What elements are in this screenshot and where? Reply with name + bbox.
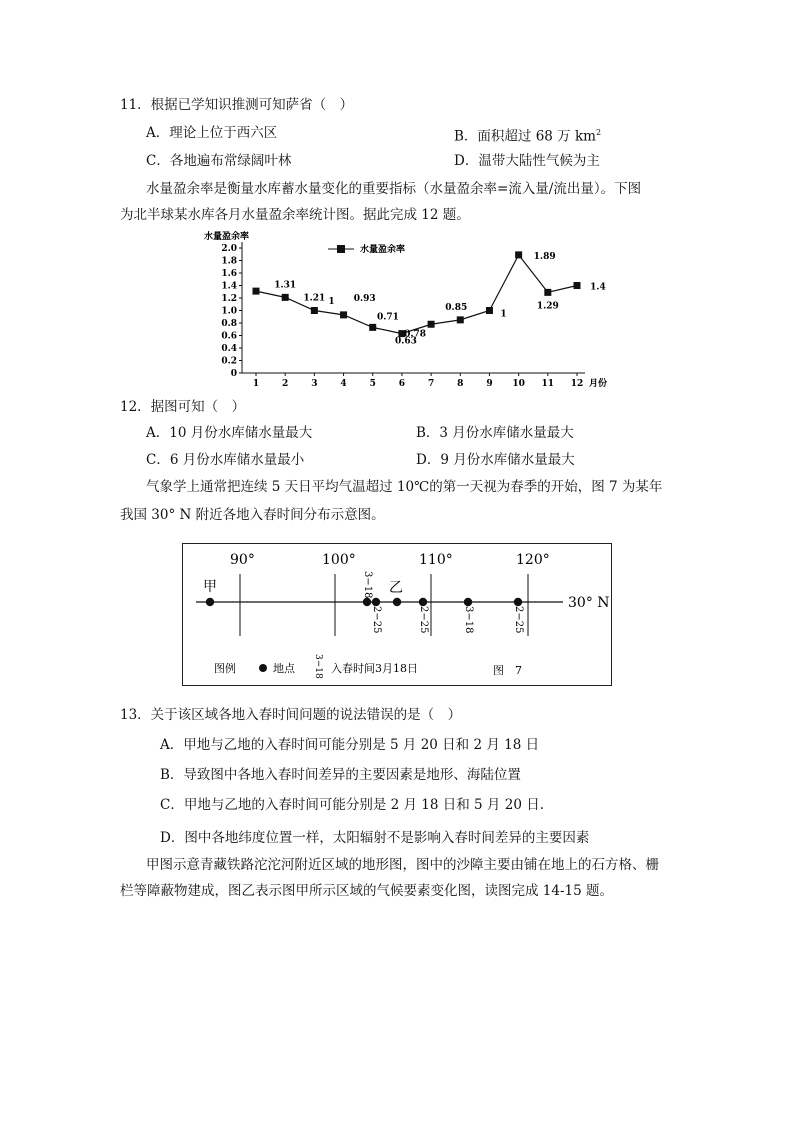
point-225-c — [514, 598, 522, 606]
q11-option-a: A．理论上位于西六区 — [146, 125, 278, 141]
legend-title: 图例 — [214, 662, 236, 675]
data-label: 1.21 — [303, 293, 326, 304]
legend-label: 水量盈余率 — [360, 245, 406, 255]
data-point — [282, 294, 289, 301]
q12-stem: 12．据图可知（ ） — [120, 399, 246, 415]
intro13-line2: 我国 30° N 附近各地入春时间分布示意图。 — [120, 507, 385, 523]
x-tick-label: 2 — [282, 379, 289, 388]
data-label: 0.63 — [394, 336, 417, 347]
data-point — [486, 307, 493, 314]
data-point — [457, 316, 464, 323]
point-225-a — [372, 598, 380, 606]
y-tick-label: 0 — [230, 369, 237, 379]
x-tick-label: 7 — [427, 379, 435, 388]
q11-option-d: D．温带大陆性气候为主 — [454, 153, 600, 169]
date-318-b: 3−18 — [463, 606, 474, 634]
lon-110-label: 110° — [419, 552, 453, 568]
q13-option-d: D．图中各地纬度位置一样，太阳辐射不是影响入春时间差异的主要因素 — [160, 830, 590, 846]
q13-option-a: A．甲地与乙地的入春时间可能分别是 5 月 20 日和 2 月 18 日 — [160, 737, 540, 753]
data-point — [253, 288, 260, 295]
x-axis-label: 月份 — [589, 379, 608, 388]
x-tick-label: 4 — [340, 379, 347, 388]
x-tick-label: 1 — [252, 379, 260, 388]
data-point — [574, 282, 581, 289]
data-point — [369, 324, 376, 331]
x-tick-label: 8 — [457, 379, 464, 388]
jia-label: 甲 — [203, 579, 217, 595]
legend-marker — [337, 245, 345, 253]
intro13-line1: 气象学上通常把连续 5 天日平均气温超过 10℃的第一天视为春季的开始，图 7 为某年 — [146, 479, 663, 495]
data-label: 1.4 — [590, 282, 606, 293]
y-tick-label: 1.6 — [221, 269, 237, 279]
q11-stem: 11．根据已学知识推测可知萨省（ ） — [120, 97, 354, 113]
x-tick-label: 5 — [369, 379, 376, 388]
intro14-line1: 甲图示意青藏铁路沱沱河附近区域的地形图，图中的沙障主要由铺在地上的石方格、栅 — [146, 857, 659, 873]
point-225-b — [419, 598, 427, 606]
figure-7-map — [183, 544, 613, 687]
date-225-a: 2−25 — [371, 606, 382, 634]
q13-option-c: C．甲地与乙地的入春时间可能分别是 2 月 18 日和 5 月 20 日. — [160, 797, 544, 813]
y-tick-label: 0.2 — [221, 356, 237, 367]
lon-120-label: 120° — [516, 552, 550, 568]
date-225-c: 2−25 — [513, 606, 524, 634]
data-point — [340, 311, 347, 318]
q13-option-b: B．导致图中各地入春时间差异的主要因素是地形、海陆位置 — [160, 767, 521, 783]
y-axis-label: 水量盈余率 — [204, 232, 250, 242]
legend-point-label: 地点 — [273, 662, 295, 675]
y-tick-label: 0.8 — [221, 319, 237, 329]
yi-label: 乙 — [389, 580, 403, 596]
q12-option-b: B．3 月份水库储水量最大 — [416, 425, 574, 441]
data-point — [428, 321, 435, 328]
data-label: 0.85 — [445, 302, 468, 313]
data-label: 0.71 — [376, 312, 399, 323]
lon-100-label: 100° — [322, 552, 356, 568]
data-label: 1.31 — [274, 280, 297, 291]
x-tick-label: 12 — [570, 379, 584, 388]
data-point — [515, 251, 522, 258]
q11-option-c: C．各地遍布常绿阔叶林 — [146, 153, 292, 169]
legend-desc: 入春时间3月18日 — [331, 662, 418, 675]
point-yi — [393, 598, 401, 606]
y-tick-label: 1.4 — [221, 281, 237, 292]
figure-7 — [182, 543, 612, 686]
x-tick-label: 9 — [486, 379, 493, 388]
x-tick-label: 11 — [541, 379, 555, 388]
date-318-a: 3−18 — [362, 571, 373, 599]
date-225-b: 2−25 — [418, 606, 429, 634]
data-label: 1.89 — [533, 251, 556, 262]
q12-option-c: C．6 月份水库储水量最小 — [146, 452, 305, 468]
intro14-line2: 栏等障蔽物建成，图乙表示图甲所示区域的气候要素变化图，读图完成 14-15 题。 — [120, 883, 613, 899]
intro12-line2: 为北半球某水库各月水量盈余率统计图。据此完成 12 题。 — [120, 207, 470, 223]
y-tick-label: 2.0 — [221, 244, 237, 254]
y-tick-label: 0.4 — [221, 344, 237, 354]
figure-caption: 图 7 — [493, 664, 522, 677]
q12-option-a: A．10 月份水库储水量最大 — [146, 425, 313, 441]
y-tick-label: 1.8 — [221, 256, 237, 267]
q11-option-b-text: B．面积超过 68 万 km — [454, 128, 596, 145]
data-point — [311, 307, 318, 314]
legend-point-icon — [259, 664, 267, 672]
water-surplus-chart — [200, 228, 610, 388]
x-tick-label: 6 — [398, 379, 406, 388]
data-label: 1 — [328, 296, 335, 307]
intro12-line1: 水量盈余率是衡量水库蓄水量变化的重要指标（水量盈余率=流入量/流出量）。下图 — [146, 181, 642, 197]
point-jia — [206, 598, 214, 606]
data-label: 0.78 — [404, 329, 427, 340]
x-tick-label: 3 — [311, 379, 318, 388]
q13-stem: 13．关于该区域各地入春时间问题的说法错误的是（ ） — [120, 707, 462, 723]
q12-option-d: D．9 月份水库储水量最大 — [416, 452, 575, 468]
q11-option-b — [454, 124, 601, 146]
lat-label: 30° N — [568, 595, 610, 611]
y-tick-label: 1.0 — [221, 306, 237, 317]
data-label: 1.29 — [536, 301, 559, 312]
q11-option-b-sup: 2 — [595, 128, 602, 137]
y-tick-label: 0.6 — [221, 331, 237, 342]
lon-90-label: 90° — [230, 552, 255, 568]
data-label: 0.93 — [353, 293, 376, 304]
point-318-b — [464, 598, 472, 606]
y-tick-label: 1.2 — [221, 294, 237, 304]
x-tick-label: 10 — [512, 379, 525, 388]
point-318-a — [363, 598, 371, 606]
legend-sample: 3−18 — [313, 654, 323, 679]
data-point — [544, 289, 551, 296]
data-label: 1 — [500, 309, 507, 320]
